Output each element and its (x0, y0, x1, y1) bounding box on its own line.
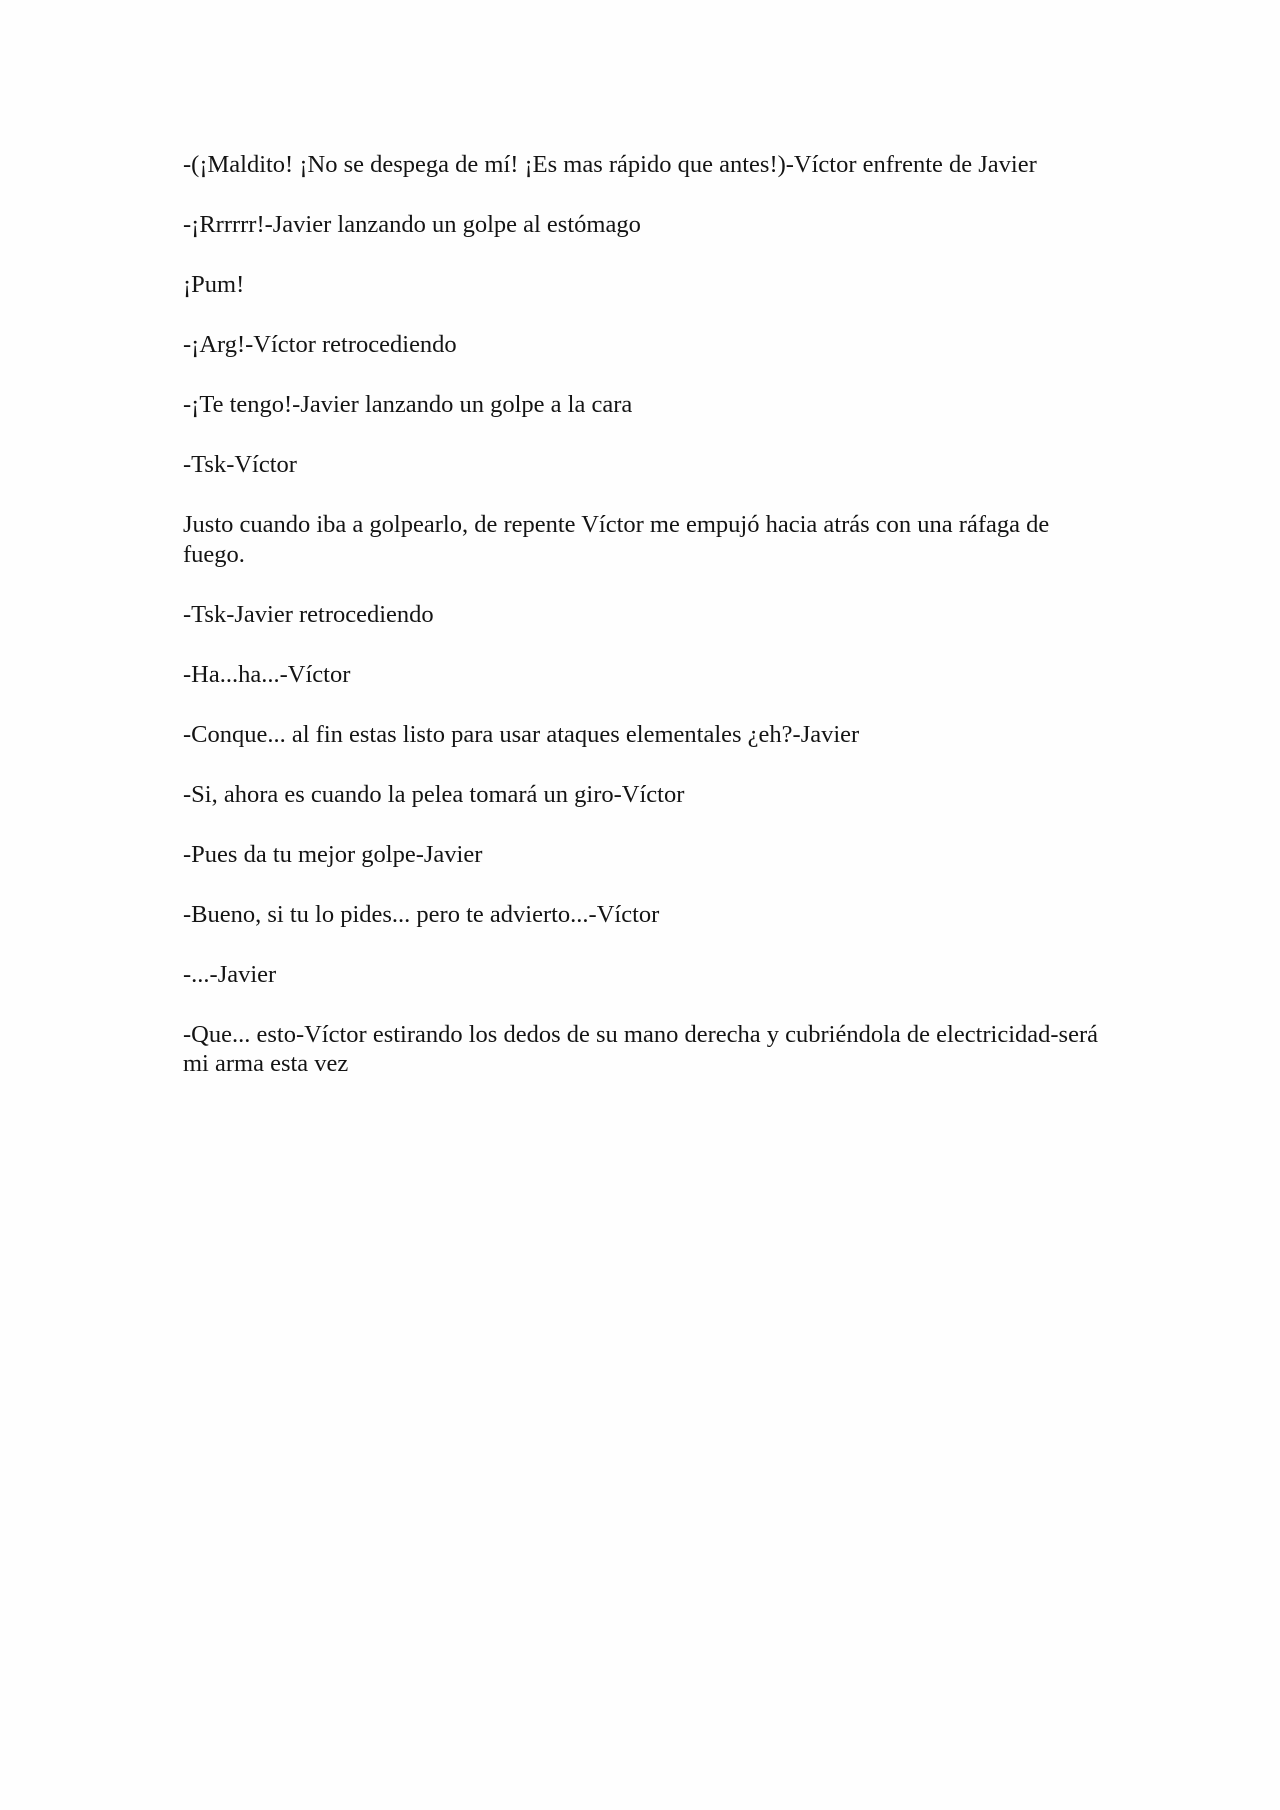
paragraph: -...-Javier (183, 960, 277, 988)
paragraph: -(¡Maldito! ¡No se despega de mí! ¡Es mas rápido que antes!)-Víctor enfrente de Javier (183, 151, 1037, 178)
paragraph: -Ha...ha...-Víctor (183, 660, 351, 688)
paragraph: -Bueno, si tu lo pides... pero te advierto...-Víctor (183, 900, 660, 928)
paragraph: Justo cuando iba a golpearlo, de repente Víctor me empujó hacia atrás con una ráfaga de fuego. (183, 511, 1050, 568)
paragraph: -Si, ahora es cuando la pelea tomará un giro-Víctor (183, 780, 685, 808)
paragraph: ¡Pum! (183, 271, 245, 298)
paragraph: -¡Arg!-Víctor retrocediendo (183, 331, 457, 358)
paragraph: -¡Rrrrrr!-Javier lanzando un golpe al estómago (183, 211, 641, 238)
paragraph: -Tsk-Víctor (183, 451, 297, 478)
document-body (183, 150, 1103, 1109)
paragraph: -Conque... al fin estas listo para usar ataques elementales ¿eh?-Javier (183, 720, 860, 748)
paragraph: -Pues da tu mejor golpe-Javier (183, 840, 483, 868)
paragraph: -Tsk-Javier retrocediendo (183, 600, 434, 628)
paragraph: -¡Te tengo!-Javier lanzando un golpe a la cara (183, 391, 633, 418)
paragraph: -Que... esto-Víctor estirando los dedos de su mano derecha y cubriéndola de electricidad-será mi arma esta vez (183, 1020, 1098, 1077)
